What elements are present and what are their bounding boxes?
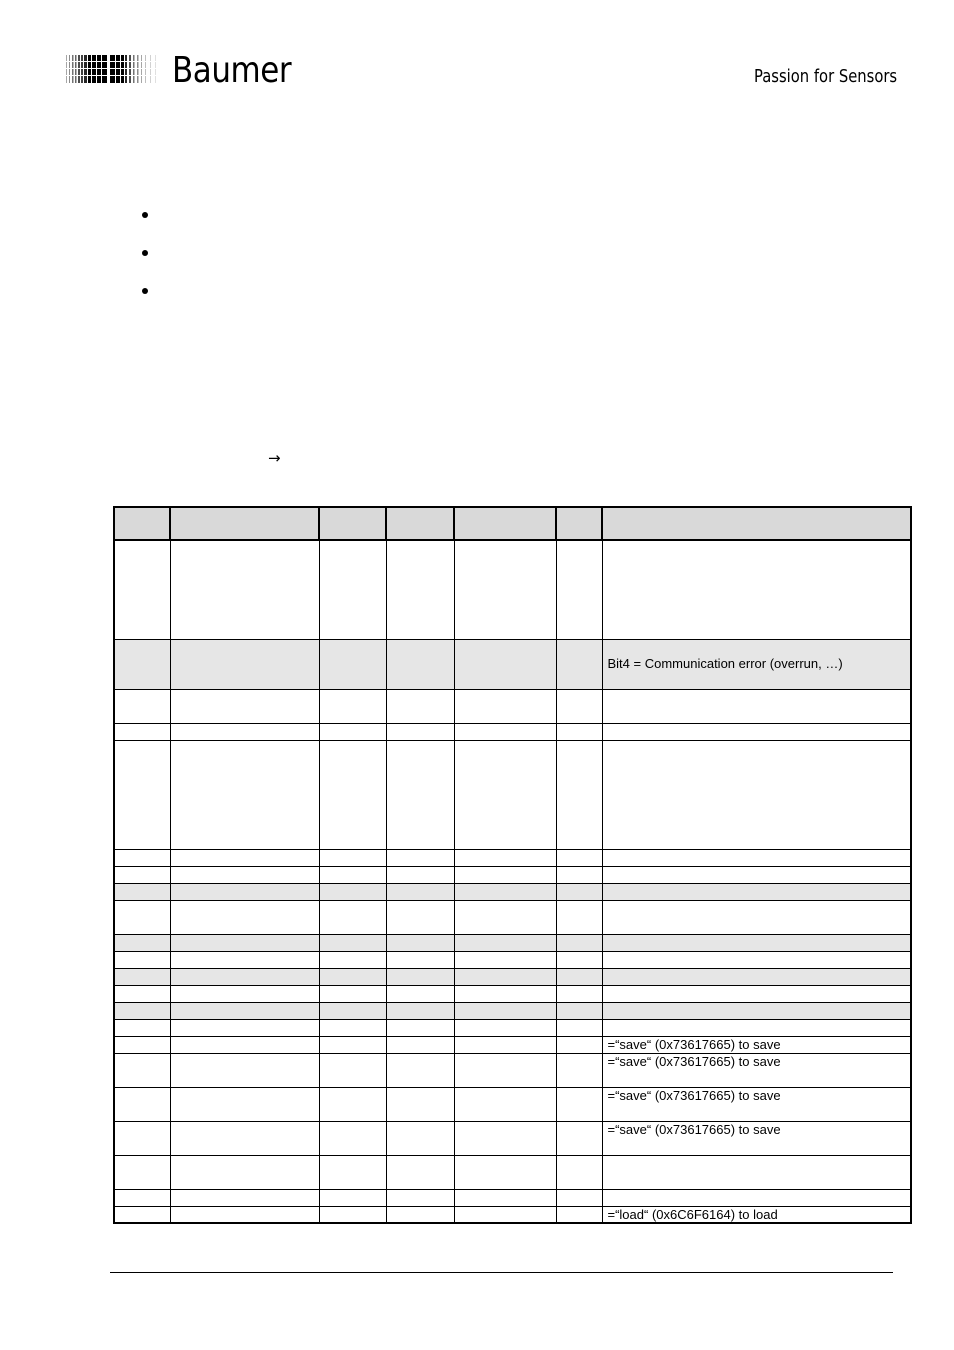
table-row <box>114 883 911 900</box>
table-cell <box>319 639 386 689</box>
table-cell <box>170 1206 319 1223</box>
table-cell <box>386 689 454 723</box>
table-cell <box>556 985 602 1002</box>
description-cell <box>602 689 911 723</box>
table-cell <box>319 866 386 883</box>
table-cell <box>170 968 319 985</box>
description-cell <box>602 968 911 985</box>
table-header-cell <box>114 507 170 540</box>
description-cell: =“save“ (0x73617665) to save <box>602 1087 911 1121</box>
table-row <box>114 985 911 1002</box>
table-cell <box>556 723 602 740</box>
table-cell <box>386 540 454 639</box>
table-cell <box>556 968 602 985</box>
table-cell <box>114 639 170 689</box>
table-cell <box>114 883 170 900</box>
table-cell <box>170 1036 319 1053</box>
description-cell <box>602 1155 911 1189</box>
table-cell <box>319 883 386 900</box>
table-row <box>114 689 911 723</box>
table-cell <box>114 723 170 740</box>
table-cell <box>170 1155 319 1189</box>
table-cell <box>114 1036 170 1053</box>
description-cell <box>602 883 911 900</box>
table-cell <box>556 1121 602 1155</box>
table-row <box>114 849 911 866</box>
table-cell <box>386 883 454 900</box>
table-cell <box>114 1019 170 1036</box>
table-row <box>114 1002 911 1019</box>
table-cell <box>114 985 170 1002</box>
table-cell <box>386 723 454 740</box>
description-cell: =“save“ (0x73617665) to save <box>602 1121 911 1155</box>
table-cell <box>454 723 556 740</box>
table-cell <box>114 1002 170 1019</box>
arrow-icon: → <box>268 449 281 467</box>
table-cell <box>170 1087 319 1121</box>
table-cell <box>556 951 602 968</box>
table-row <box>114 968 911 985</box>
description-cell <box>602 723 911 740</box>
table-cell <box>170 540 319 639</box>
table-header-cell <box>170 507 319 540</box>
table-cell <box>556 1036 602 1053</box>
table-cell <box>556 849 602 866</box>
description-cell <box>602 866 911 883</box>
table-cell <box>114 1087 170 1121</box>
table-cell <box>454 1206 556 1223</box>
table-cell <box>319 985 386 1002</box>
table-cell <box>556 740 602 849</box>
table-row <box>114 740 911 849</box>
table-cell <box>386 1087 454 1121</box>
table-cell <box>454 968 556 985</box>
description-cell: Bit4 = Communication error (overrun, …) <box>602 639 911 689</box>
table-row <box>114 934 911 951</box>
table-cell <box>170 900 319 934</box>
table-row <box>114 1087 911 1121</box>
table-cell <box>319 1019 386 1036</box>
description-cell <box>602 1019 911 1036</box>
table-cell <box>386 849 454 866</box>
table-header-cell <box>319 507 386 540</box>
table-cell <box>170 1019 319 1036</box>
brand-tagline: Passion for Sensors <box>754 66 898 87</box>
table-cell <box>170 934 319 951</box>
table-cell <box>319 740 386 849</box>
table-cell <box>170 883 319 900</box>
table-header-cell <box>556 507 602 540</box>
table-cell <box>319 1087 386 1121</box>
table-header-cell <box>454 507 556 540</box>
table-cell <box>556 866 602 883</box>
table-cell <box>319 1053 386 1087</box>
table-cell <box>556 689 602 723</box>
description-cell <box>602 934 911 951</box>
table-cell <box>454 951 556 968</box>
table-cell <box>386 1053 454 1087</box>
table-cell <box>319 1036 386 1053</box>
table-row <box>114 951 911 968</box>
table-cell <box>170 849 319 866</box>
table-cell <box>170 866 319 883</box>
table-cell <box>114 689 170 723</box>
bullet-marker <box>142 288 148 294</box>
table-cell <box>319 1206 386 1223</box>
table-cell <box>114 900 170 934</box>
table-header-row <box>114 507 911 540</box>
description-cell: =“save“ (0x73617665) to save <box>602 1036 911 1053</box>
table-row <box>114 1189 911 1206</box>
table-cell <box>454 900 556 934</box>
table-cell <box>454 985 556 1002</box>
table-cell <box>454 1189 556 1206</box>
table-cell <box>556 1002 602 1019</box>
table-cell <box>114 866 170 883</box>
table-cell <box>454 639 556 689</box>
table-cell <box>170 985 319 1002</box>
table-cell <box>319 1121 386 1155</box>
table-cell <box>114 1053 170 1087</box>
bullet-marker <box>142 212 148 218</box>
table-cell <box>319 689 386 723</box>
table-cell <box>386 1189 454 1206</box>
table-cell <box>454 1087 556 1121</box>
description-cell <box>602 985 911 1002</box>
table-row <box>114 866 911 883</box>
table-cell <box>454 1121 556 1155</box>
table-cell <box>114 934 170 951</box>
table-cell <box>454 1019 556 1036</box>
table-cell <box>114 1189 170 1206</box>
table-cell <box>556 1087 602 1121</box>
description-cell <box>602 740 911 849</box>
table-cell <box>556 1189 602 1206</box>
table-cell <box>454 934 556 951</box>
table-cell <box>454 866 556 883</box>
table-row <box>114 1206 911 1223</box>
table-cell <box>170 723 319 740</box>
table-row <box>114 1155 911 1189</box>
table-cell <box>454 1155 556 1189</box>
table-cell <box>454 540 556 639</box>
table-cell <box>114 740 170 849</box>
table-cell <box>386 740 454 849</box>
table-cell <box>319 900 386 934</box>
table-cell <box>386 1155 454 1189</box>
table-cell <box>556 1019 602 1036</box>
table-cell <box>386 1002 454 1019</box>
description-cell <box>602 540 911 639</box>
table-cell <box>114 1121 170 1155</box>
table-cell <box>386 968 454 985</box>
table-cell <box>319 1155 386 1189</box>
description-cell <box>602 1002 911 1019</box>
footer-divider <box>110 1272 893 1273</box>
table-row <box>114 1019 911 1036</box>
table-cell <box>170 1121 319 1155</box>
table-cell <box>556 883 602 900</box>
table-cell <box>114 968 170 985</box>
description-cell: =“load“ (0x6C6F6164) to load <box>602 1206 911 1223</box>
table-cell <box>319 723 386 740</box>
table-cell <box>386 1121 454 1155</box>
table-cell <box>170 639 319 689</box>
table-cell <box>556 934 602 951</box>
table-cell <box>556 1155 602 1189</box>
table-row <box>114 1053 911 1087</box>
table-cell <box>386 639 454 689</box>
table-cell <box>319 968 386 985</box>
table-cell <box>386 1036 454 1053</box>
table-cell <box>386 951 454 968</box>
baumer-logo-icon <box>66 55 161 83</box>
table-cell <box>170 1053 319 1087</box>
table-row <box>114 1036 911 1053</box>
table-cell <box>454 849 556 866</box>
description-cell <box>602 849 911 866</box>
table-cell <box>319 849 386 866</box>
table-cell <box>319 1002 386 1019</box>
table-cell <box>114 1206 170 1223</box>
table-row <box>114 900 911 934</box>
table-cell <box>454 740 556 849</box>
table-cell <box>319 934 386 951</box>
table-cell <box>556 1053 602 1087</box>
table-cell <box>454 1002 556 1019</box>
table-cell <box>114 951 170 968</box>
table-header-cell <box>386 507 454 540</box>
table-row <box>114 639 911 689</box>
table-cell <box>454 1053 556 1087</box>
table-cell <box>319 1189 386 1206</box>
table-header-cell <box>602 507 911 540</box>
table-cell <box>386 1019 454 1036</box>
description-cell <box>602 951 911 968</box>
table-cell <box>114 540 170 639</box>
table-row <box>114 1121 911 1155</box>
table-cell <box>319 951 386 968</box>
table-cell <box>170 1189 319 1206</box>
table-cell <box>386 1206 454 1223</box>
table-cell <box>556 900 602 934</box>
parameter-table <box>113 506 912 1224</box>
description-cell <box>602 900 911 934</box>
table-cell <box>556 639 602 689</box>
table-cell <box>454 1036 556 1053</box>
bullet-marker <box>142 250 148 256</box>
table-cell <box>170 951 319 968</box>
table-cell <box>454 689 556 723</box>
table-cell <box>386 866 454 883</box>
table-cell <box>170 740 319 849</box>
table-cell <box>114 849 170 866</box>
table-cell <box>114 1155 170 1189</box>
table-cell <box>170 1002 319 1019</box>
table-cell <box>319 540 386 639</box>
description-cell: =“save“ (0x73617665) to save <box>602 1053 911 1087</box>
table-cell <box>170 689 319 723</box>
table-cell <box>386 900 454 934</box>
table-row <box>114 723 911 740</box>
table-cell <box>386 934 454 951</box>
table-cell <box>454 883 556 900</box>
table-cell <box>386 985 454 1002</box>
brand-name: Baumer <box>172 50 292 91</box>
description-cell <box>602 1189 911 1206</box>
table-row <box>114 540 911 639</box>
table-cell <box>556 1206 602 1223</box>
table-cell <box>556 540 602 639</box>
